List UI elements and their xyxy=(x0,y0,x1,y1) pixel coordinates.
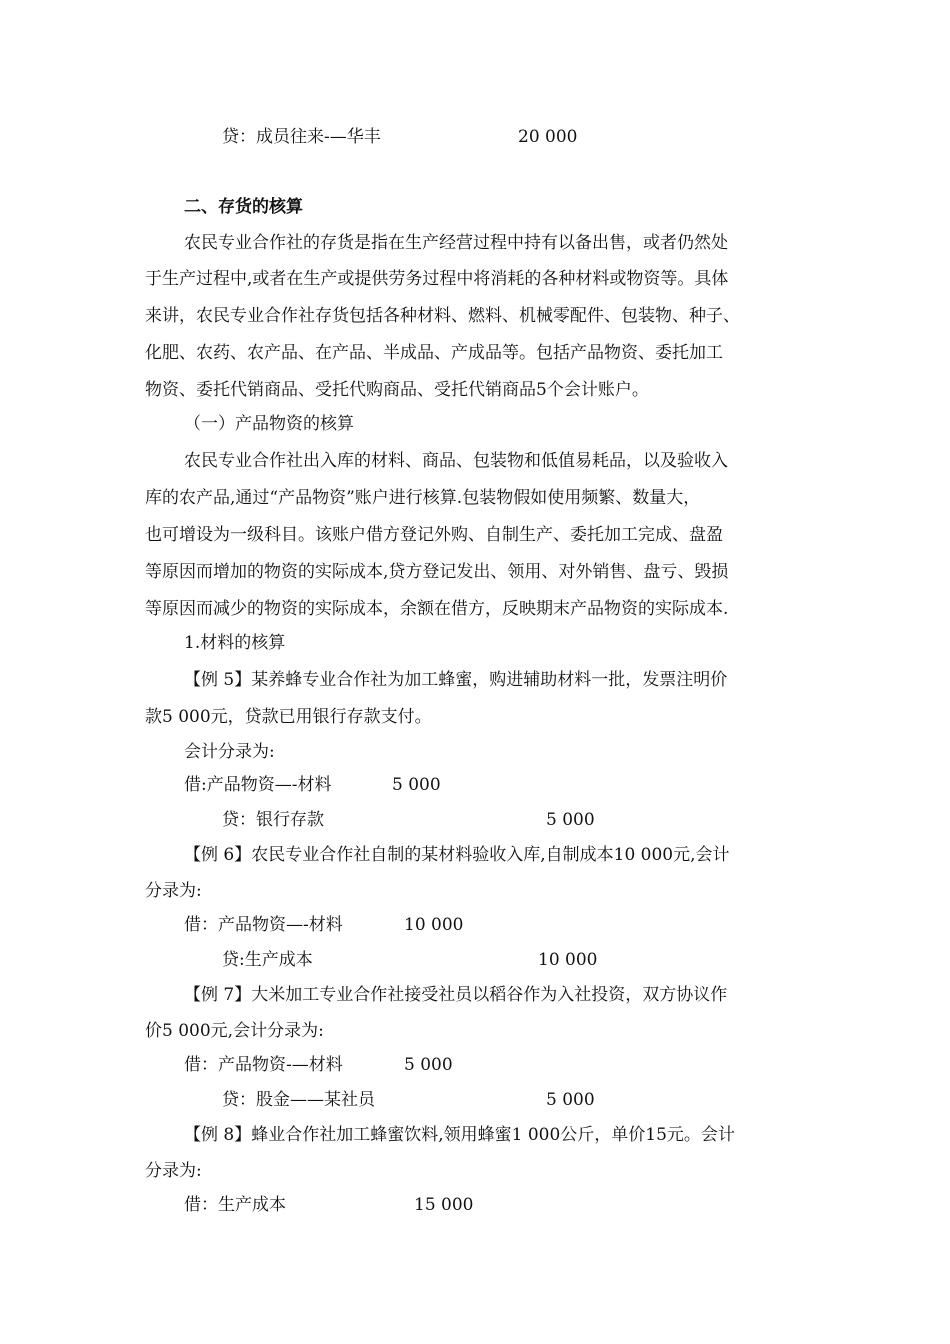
paragraph-line: 等原因而减少的物资的实际成本，余额在借方，反映期末产品物资的实际成本. xyxy=(145,599,729,619)
journal-credit-amount: 10 000 xyxy=(538,950,598,970)
paragraph-line: 化肥、农药、农产品、在产品、半成品、产成品等。包括产品物资、委托加工 xyxy=(145,343,723,363)
journal-credit-amount: 5 000 xyxy=(546,810,595,830)
paragraph-line: 农民专业合作社的存货是指在生产经营过程中持有以备出售，或者仍然处 xyxy=(184,233,728,253)
paragraph-line: 物资、委托代销商品、受托代购商品、受托代销商品5个会计账户。 xyxy=(145,380,649,400)
journal-credit-line: 贷：股金——某社员 xyxy=(222,1090,375,1110)
journal-debit-line: 借：生产成本 xyxy=(184,1195,286,1215)
paragraph-line: 农民专业合作社出入库的材料、商品、包装物和低值易耗品，以及验收入 xyxy=(184,451,728,471)
journal-debit-amount: 15 000 xyxy=(414,1195,474,1215)
example-line: 价5 000元,会计分录为: xyxy=(145,1021,324,1041)
example-line: 【例 5】某养蜂专业合作社为加工蜂蜜，购进辅助材料一批，发票注明价 xyxy=(184,670,728,690)
paragraph-line: 等原因而增加的物资的实际成本,贷方登记发出、领用、对外销售、盘亏、毁损 xyxy=(145,562,729,582)
journal-credit-amount: 5 000 xyxy=(546,1090,595,1110)
paragraph-line: 来讲，农民专业合作社存货包括各种材料、燃料、机械零配件、包装物、种子、 xyxy=(145,306,740,326)
journal-debit-line: 借：产品物资-—材料 xyxy=(184,1055,343,1075)
journal-debit-line: 借：产品物资—-材料 xyxy=(184,915,343,935)
example-line: 款5 000元，贷款已用银行存款支付。 xyxy=(145,707,432,727)
paragraph-line: 于生产过程中,或者在生产或提供劳务过程中将消耗的各种材料或物资等。具体 xyxy=(145,269,729,289)
example-line: 【例 6】农民专业合作社自制的某材料验收入库,自制成本10 000元,会计 xyxy=(184,845,730,865)
subsection-heading: （一）产品物资的核算 xyxy=(184,414,354,434)
journal-credit-line: 贷：银行存款 xyxy=(222,810,324,830)
example-line: 【例 8】蜂业合作社加工蜂蜜饮料,领用蜂蜜1 000公斤，单价15元。会计 xyxy=(184,1125,735,1145)
example-line: 【例 7】大米加工专业合作社接受社员以稻谷作为入社投资，双方协议作 xyxy=(184,985,728,1005)
paragraph-line: 也可增设为一级科目。该账户借方登记外购、自制生产、委托加工完成、盘盈 xyxy=(145,525,723,545)
journal-credit-amount: 20 000 xyxy=(518,127,578,147)
journal-credit-line: 贷：成员往来-—华丰 xyxy=(222,127,381,147)
example-note: 会计分录为: xyxy=(184,742,275,762)
section-heading: 二、存货的核算 xyxy=(184,197,303,217)
item-heading: 1.材料的核算 xyxy=(184,633,286,653)
journal-debit-amount: 10 000 xyxy=(404,915,464,935)
journal-debit-amount: 5 000 xyxy=(404,1055,453,1075)
example-line: 分录为: xyxy=(145,1161,202,1181)
journal-debit-line: 借:产品物资—-材料 xyxy=(184,775,332,795)
example-line: 分录为: xyxy=(145,881,202,901)
journal-credit-line: 贷:生产成本 xyxy=(222,950,313,970)
paragraph-line: 库的农产品,通过“产品物资”账户进行核算.包装物假如使用频繁、数量大， xyxy=(145,488,701,508)
journal-debit-amount: 5 000 xyxy=(392,775,441,795)
